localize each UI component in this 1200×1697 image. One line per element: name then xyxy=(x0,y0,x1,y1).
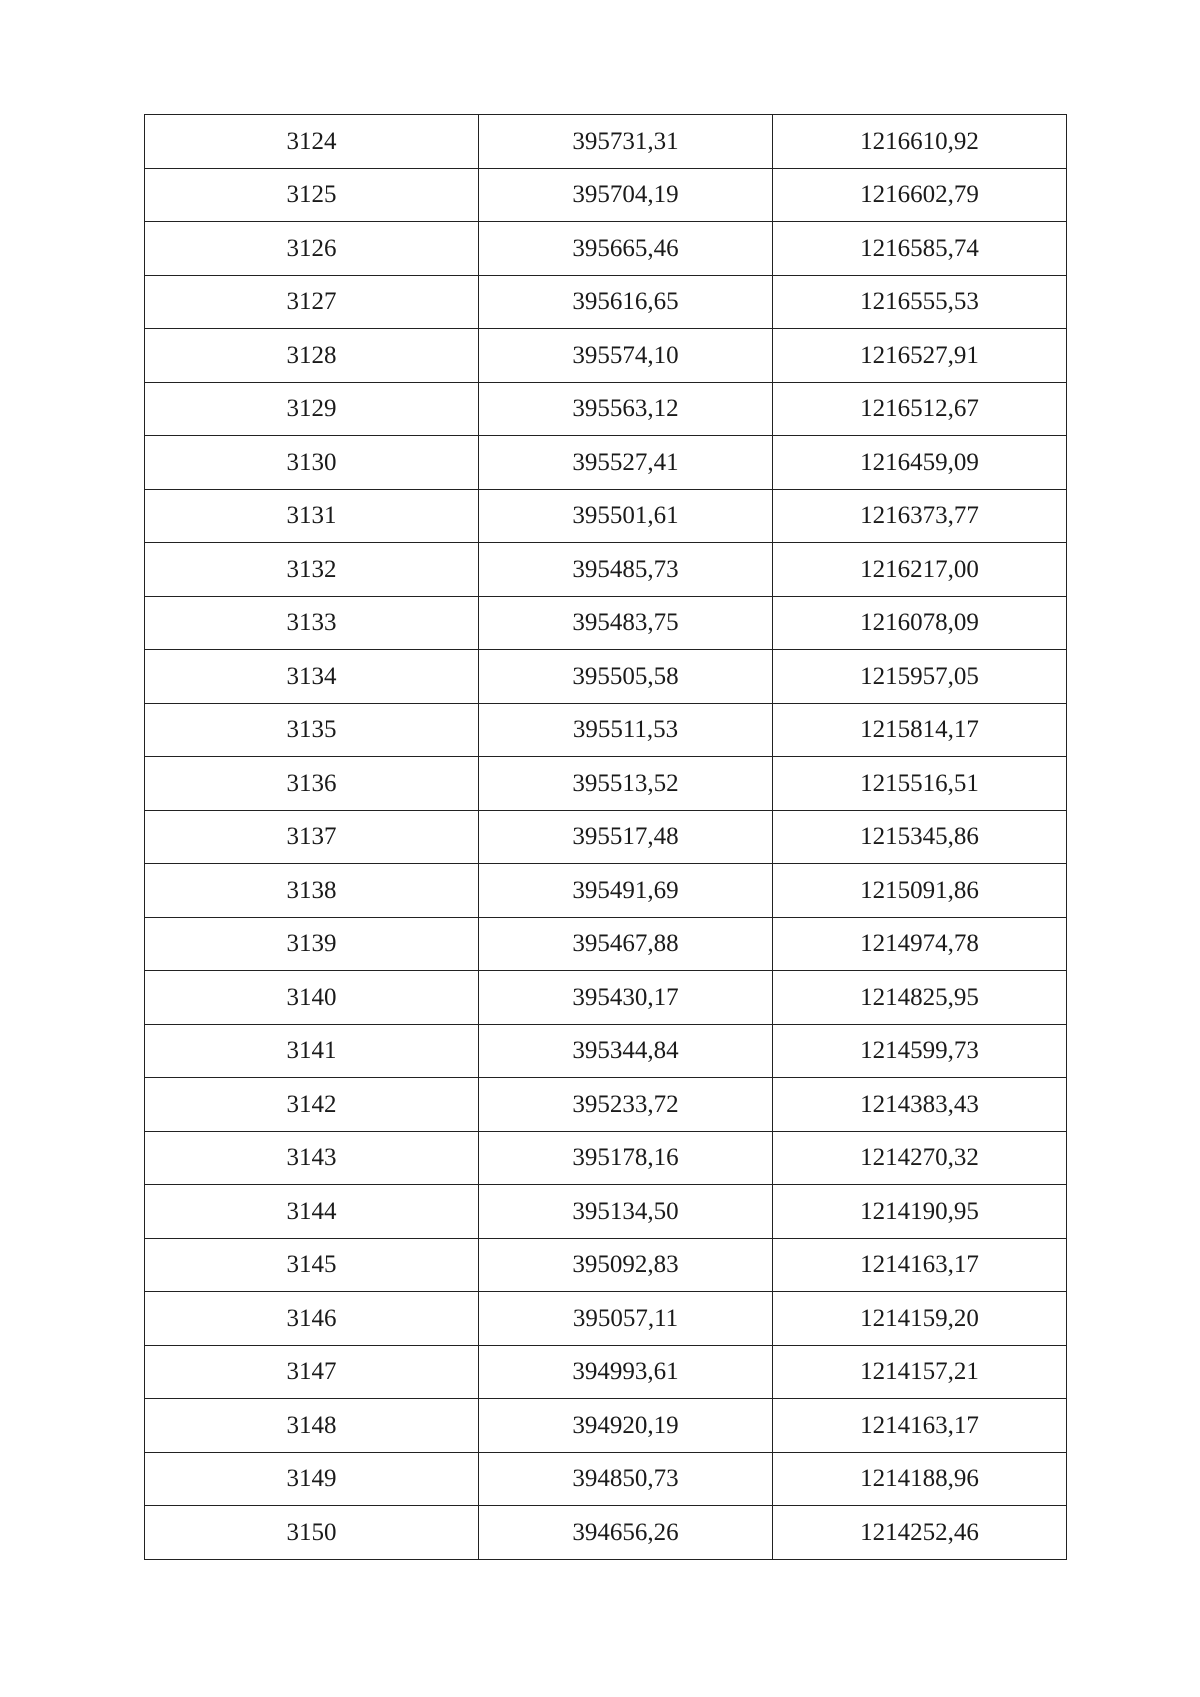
x-coordinate-cell: 395501,61 xyxy=(479,489,773,543)
y-coordinate-cell: 1216555,53 xyxy=(773,275,1067,329)
table-row xyxy=(145,329,1067,383)
y-coordinate-cell: 1216217,00 xyxy=(773,543,1067,597)
x-coordinate-cell: 395665,46 xyxy=(479,222,773,276)
y-coordinate-cell: 1216373,77 xyxy=(773,489,1067,543)
y-coordinate-cell: 1214163,17 xyxy=(773,1238,1067,1292)
point-number-cell: 3150 xyxy=(145,1506,479,1560)
point-number-cell: 3131 xyxy=(145,489,479,543)
coordinates-table-body xyxy=(145,115,1067,1560)
table-row xyxy=(145,1506,1067,1560)
x-coordinate-cell: 394656,26 xyxy=(479,1506,773,1560)
table-row xyxy=(145,1024,1067,1078)
table-row xyxy=(145,1238,1067,1292)
point-number-cell: 3133 xyxy=(145,596,479,650)
y-coordinate-cell: 1215345,86 xyxy=(773,810,1067,864)
x-coordinate-cell: 395704,19 xyxy=(479,168,773,222)
point-number-cell: 3140 xyxy=(145,971,479,1025)
point-number-cell: 3137 xyxy=(145,810,479,864)
x-coordinate-cell: 395505,58 xyxy=(479,650,773,704)
point-number-cell: 3141 xyxy=(145,1024,479,1078)
x-coordinate-cell: 395517,48 xyxy=(479,810,773,864)
point-number-cell: 3139 xyxy=(145,917,479,971)
table-row xyxy=(145,543,1067,597)
y-coordinate-cell: 1215957,05 xyxy=(773,650,1067,704)
point-number-cell: 3124 xyxy=(145,115,479,169)
point-number-cell: 3130 xyxy=(145,436,479,490)
table-row xyxy=(145,1292,1067,1346)
table-row xyxy=(145,757,1067,811)
point-number-cell: 3146 xyxy=(145,1292,479,1346)
x-coordinate-cell: 395233,72 xyxy=(479,1078,773,1132)
y-coordinate-cell: 1216585,74 xyxy=(773,222,1067,276)
point-number-cell: 3147 xyxy=(145,1345,479,1399)
x-coordinate-cell: 395134,50 xyxy=(479,1185,773,1239)
y-coordinate-cell: 1216078,09 xyxy=(773,596,1067,650)
table-row xyxy=(145,971,1067,1025)
x-coordinate-cell: 394993,61 xyxy=(479,1345,773,1399)
y-coordinate-cell: 1214163,17 xyxy=(773,1399,1067,1453)
x-coordinate-cell: 394850,73 xyxy=(479,1452,773,1506)
y-coordinate-cell: 1216602,79 xyxy=(773,168,1067,222)
x-coordinate-cell: 395057,11 xyxy=(479,1292,773,1346)
x-coordinate-cell: 395563,12 xyxy=(479,382,773,436)
point-number-cell: 3132 xyxy=(145,543,479,597)
point-number-cell: 3144 xyxy=(145,1185,479,1239)
x-coordinate-cell: 395467,88 xyxy=(479,917,773,971)
x-coordinate-cell: 395491,69 xyxy=(479,864,773,918)
table-row xyxy=(145,917,1067,971)
point-number-cell: 3134 xyxy=(145,650,479,704)
y-coordinate-cell: 1215814,17 xyxy=(773,703,1067,757)
y-coordinate-cell: 1214188,96 xyxy=(773,1452,1067,1506)
y-coordinate-cell: 1215516,51 xyxy=(773,757,1067,811)
point-number-cell: 3136 xyxy=(145,757,479,811)
table-row xyxy=(145,275,1067,329)
point-number-cell: 3149 xyxy=(145,1452,479,1506)
table-row xyxy=(145,596,1067,650)
y-coordinate-cell: 1214599,73 xyxy=(773,1024,1067,1078)
point-number-cell: 3138 xyxy=(145,864,479,918)
point-number-cell: 3142 xyxy=(145,1078,479,1132)
x-coordinate-cell: 395178,16 xyxy=(479,1131,773,1185)
coordinates-table xyxy=(144,114,1067,1560)
table-row xyxy=(145,703,1067,757)
x-coordinate-cell: 395485,73 xyxy=(479,543,773,597)
table-row xyxy=(145,650,1067,704)
table-row xyxy=(145,436,1067,490)
x-coordinate-cell: 395344,84 xyxy=(479,1024,773,1078)
table-row xyxy=(145,810,1067,864)
table-row xyxy=(145,222,1067,276)
point-number-cell: 3126 xyxy=(145,222,479,276)
x-coordinate-cell: 395430,17 xyxy=(479,971,773,1025)
x-coordinate-cell: 395511,53 xyxy=(479,703,773,757)
point-number-cell: 3145 xyxy=(145,1238,479,1292)
point-number-cell: 3135 xyxy=(145,703,479,757)
table-row xyxy=(145,168,1067,222)
x-coordinate-cell: 395574,10 xyxy=(479,329,773,383)
table-row xyxy=(145,1131,1067,1185)
y-coordinate-cell: 1216459,09 xyxy=(773,436,1067,490)
point-number-cell: 3148 xyxy=(145,1399,479,1453)
y-coordinate-cell: 1214383,43 xyxy=(773,1078,1067,1132)
x-coordinate-cell: 395527,41 xyxy=(479,436,773,490)
point-number-cell: 3125 xyxy=(145,168,479,222)
y-coordinate-cell: 1214157,21 xyxy=(773,1345,1067,1399)
y-coordinate-cell: 1214190,95 xyxy=(773,1185,1067,1239)
table-row xyxy=(145,1345,1067,1399)
point-number-cell: 3129 xyxy=(145,382,479,436)
point-number-cell: 3143 xyxy=(145,1131,479,1185)
y-coordinate-cell: 1216527,91 xyxy=(773,329,1067,383)
x-coordinate-cell: 395731,31 xyxy=(479,115,773,169)
table-row xyxy=(145,864,1067,918)
x-coordinate-cell: 395092,83 xyxy=(479,1238,773,1292)
y-coordinate-cell: 1214825,95 xyxy=(773,971,1067,1025)
y-coordinate-cell: 1214974,78 xyxy=(773,917,1067,971)
point-number-cell: 3128 xyxy=(145,329,479,383)
table-row xyxy=(145,489,1067,543)
x-coordinate-cell: 395616,65 xyxy=(479,275,773,329)
table-row xyxy=(145,382,1067,436)
table-row xyxy=(145,1399,1067,1453)
point-number-cell: 3127 xyxy=(145,275,479,329)
table-row xyxy=(145,1452,1067,1506)
x-coordinate-cell: 395513,52 xyxy=(479,757,773,811)
y-coordinate-cell: 1215091,86 xyxy=(773,864,1067,918)
x-coordinate-cell: 395483,75 xyxy=(479,596,773,650)
y-coordinate-cell: 1216512,67 xyxy=(773,382,1067,436)
x-coordinate-cell: 394920,19 xyxy=(479,1399,773,1453)
table-row xyxy=(145,115,1067,169)
table-row xyxy=(145,1185,1067,1239)
y-coordinate-cell: 1214159,20 xyxy=(773,1292,1067,1346)
y-coordinate-cell: 1216610,92 xyxy=(773,115,1067,169)
table-row xyxy=(145,1078,1067,1132)
y-coordinate-cell: 1214252,46 xyxy=(773,1506,1067,1560)
y-coordinate-cell: 1214270,32 xyxy=(773,1131,1067,1185)
